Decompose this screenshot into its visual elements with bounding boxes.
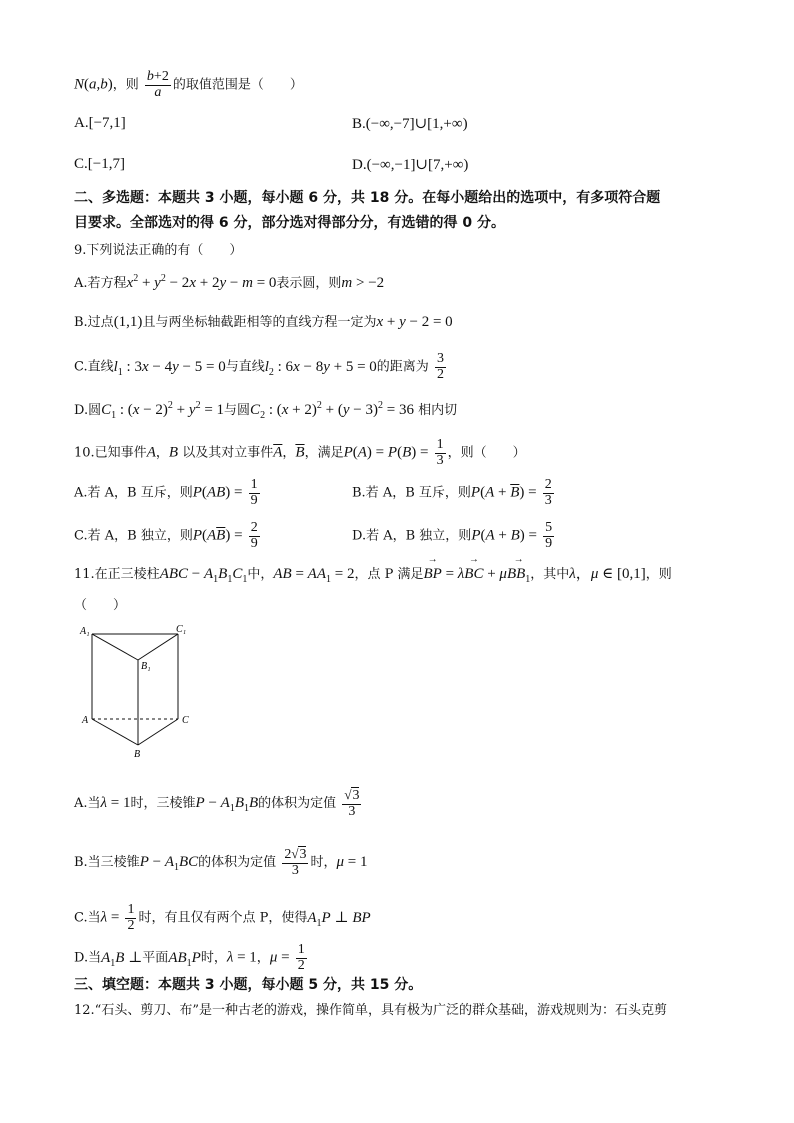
q11-option-b: B.当三棱锥$P - A_1BC$的体积为定值 $\frac{2√3}{3}$ 时，μ = 1 [74, 846, 368, 878]
fraction: $\frac{1}{3}$ [436, 437, 444, 468]
label-b1: B₁ [141, 661, 151, 672]
q8-option-c: C.[−1,7] [74, 156, 125, 172]
fraction: $\frac{3}{2}$ [436, 351, 444, 382]
q9-option-b: B.过点(1,1)且与两坐标轴截距相等的直线方程一定为x + y − 2 = 0 [74, 314, 453, 330]
fraction: $\frac{b+2}{a}$ [146, 69, 169, 100]
fraction: $\frac{5}{9}$ [545, 520, 553, 551]
label-a: A [82, 715, 89, 726]
fraction: $\frac{1}{9}$ [250, 477, 258, 508]
prism-figure [78, 622, 208, 762]
fraction: $\frac{1}{2}$ [297, 942, 305, 973]
fraction: $\frac{1}{2}$ [127, 902, 135, 933]
fraction: $\frac{2}{9}$ [250, 520, 258, 551]
fraction: $\frac{2√3}{3}$ [284, 846, 307, 878]
q9-stem: 9.下列说法正确的有（ ） [74, 243, 243, 258]
q10-option-c: C.若 A，B 独立，则$P(A\overline{B})$ = $\frac{2}{9}$ [74, 520, 258, 551]
q10-option-d: D.若 A，B 独立，则P(A + B) = $\frac{5}{9}$ [352, 520, 553, 551]
q10-stem: 10.已知事件A，B 以及其对立事件$\overline{A}$，$\overline{B}$，满足P(A) = P(B) = $\frac{1}{3}$ ，则（ ） [74, 437, 526, 468]
fraction: $\frac{√3}{3}$ [344, 787, 360, 819]
q8-option-b: B.(−∞,−7]∪[1,+∞) [352, 116, 468, 132]
q11-paren: （ ） [74, 598, 127, 613]
q9-option-a: A.若方程$x^2 + y^2 - 2x + 2y - m = 0$表示圆，则m > −2 [74, 273, 385, 291]
q8-option-d: D.(−∞,−1]∪[7,+∞) [352, 157, 469, 173]
q10-option-a: A.若 A，B 互斥，则P(AB) = $\frac{1}{9}$ [74, 477, 258, 508]
section-heading: 二、多选题：本题共 3 小题，每小题 6 分，共 18 分。在每小题给出的选项中，有多项符合题 [74, 190, 661, 206]
q8-option-a: A.[−7,1] [74, 115, 126, 131]
edge-ab [92, 719, 138, 745]
q9-option-c: C.直线$l_1$ : 3x − 4y − 5 = 0与直线$l_2$ : 6x − 8y + 5 = 0的距离为 $\frac{3}{2}$ [74, 351, 444, 382]
label-a1: A₁ [80, 626, 90, 637]
label-c: C [182, 715, 189, 726]
q8-stem: N(a,b)，则 $\frac{b+2}{a}$ 的取值范围是（ ） [74, 69, 303, 100]
q11-option-c: C.当λ = $\frac{1}{2}$ 时，有且仅有两个点 P，使得$A_1P$ ⊥ BP [74, 902, 371, 933]
edge-a1b1 [92, 634, 138, 660]
q9-option-d: D.圆$C_1$ : $(x - 2)^2 + y^2 = 1$与圆$C_2$ : $(x + 2)^2 + (y - 3)^2 = 36$ 相内切 [74, 400, 458, 421]
q11-option-d: D.当$A_1B$ ⊥平面$AB_1P$时，λ = 1，μ = $\frac{1}{2}$ [74, 942, 305, 973]
section-heading-cont: 目要求。全部选对的得 6 分，部分选对得部分分，有选错的得 0 分。 [74, 215, 505, 231]
edge-c1b1 [138, 634, 178, 660]
edge-cb [138, 719, 178, 745]
section3-heading: 三、填空题：本题共 3 小题，每小题 5 分，共 15 分。 [74, 977, 423, 993]
label-c1: C₁ [176, 624, 187, 635]
q12-stem: 12.“石头、剪刀、布”是一种古老的游戏，操作简单，具有极为广泛的群众基础，游戏规则为：石头克剪 [74, 1003, 667, 1018]
q10-option-b: B.若 A，B 互斥，则$P(A + \overline{B})$ = $\frac{2}{3}$ [352, 477, 552, 508]
fraction: $\frac{2}{3}$ [544, 477, 552, 508]
q11-option-a: A.当λ = 1时，三棱锥$P - A_1B_1B$的体积为定值 $\frac{√3}{3}$ [74, 787, 360, 819]
q11-stem: 11.在正三棱柱ABC − $A_1B_1C_1$中，AB = $AA_1 = 2$，点 P 满足→ BP = λ→ BC + $\mu\to BB_1$，其中λ，μ ∈ [0,1]，则 [74, 565, 672, 586]
label-b: B [134, 749, 141, 760]
